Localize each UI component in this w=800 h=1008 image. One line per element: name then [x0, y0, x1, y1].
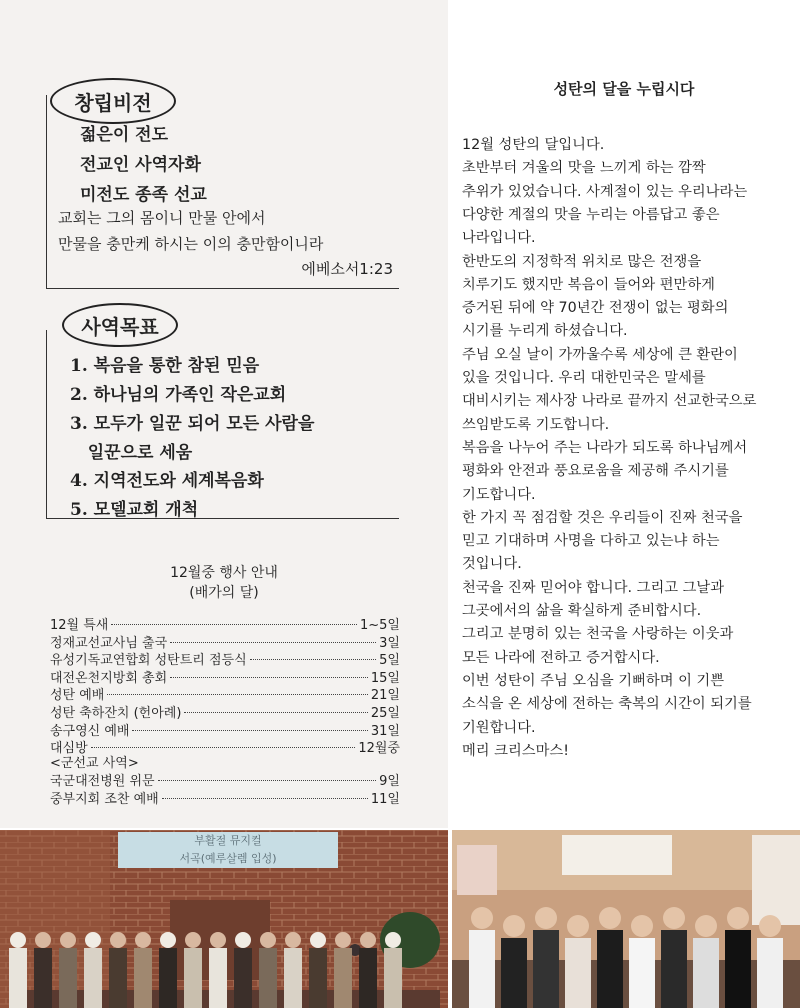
schedule-event-name: 대심방: [50, 741, 88, 757]
person-head: [727, 907, 749, 929]
person-head: [567, 915, 589, 937]
person-figure: [159, 948, 177, 1008]
article-line: 믿고 기대하며 사명을 다하고 있는냐 하는: [462, 533, 720, 550]
person-figure: [725, 930, 751, 1008]
person-figure: [259, 948, 277, 1008]
article-line: 다양한 계절의 맛을 누리는 아름답고 좋은: [462, 206, 720, 223]
article-line: 대비시키는 제사장 나라로 끝까지 선교한국으로: [462, 393, 757, 410]
verse-reference: 에베소서1:23: [301, 260, 393, 278]
person-figure: [209, 948, 227, 1008]
military-header: <군선교 사역>: [50, 756, 139, 771]
article-line: 평화와 안전과 풍요로움을 제공해 주시기를: [462, 463, 729, 480]
article-line: 한 가지 꼭 점검할 것은 우리들이 진짜 천국을: [462, 509, 743, 526]
banner-line-2: 서곡(예루살렘 입성): [179, 852, 277, 865]
person-figure: [134, 948, 152, 1008]
person-figure: [34, 948, 52, 1008]
person-head: [210, 932, 226, 948]
article-line: 한반도의 지정학적 위치로 많은 전쟁을: [462, 253, 702, 270]
goal-item-4: 4. 지역전도와 세계복음화: [70, 471, 264, 491]
person-figure: [334, 948, 352, 1008]
schedule-event-row: [50, 720, 400, 737]
person-figure: [184, 948, 202, 1008]
military-event-name: 중부지회 조찬 예배: [50, 792, 159, 807]
article-line: 복음을 나누어 주는 나라가 되도록 하나님께서: [462, 439, 748, 456]
leader-dots: [170, 677, 368, 678]
vision-item-2: 전교인 사역자화: [80, 155, 201, 175]
article-line: 시기를 누리게 하셨습니다.: [462, 323, 628, 340]
photo-musical: [0, 830, 448, 1008]
person-figure: [284, 948, 302, 1008]
person-head: [35, 932, 51, 948]
person-figure: [59, 948, 77, 1008]
person-figure: [757, 938, 783, 1008]
leader-dots: [107, 694, 368, 695]
person-head: [185, 932, 201, 948]
person-head: [85, 932, 101, 948]
article-line: 그리고 분명히 있는 천국을 사랑하는 이웃과: [462, 626, 734, 643]
military-event-row: [50, 770, 400, 787]
vision-item-3: 미전도 종족 선교: [80, 185, 207, 205]
leader-dots: [250, 659, 377, 660]
group-photo-image: [452, 830, 800, 1008]
person-head: [335, 932, 351, 948]
article-line: 주님 오실 날이 가까울수록 세상에 큰 환란이: [462, 346, 738, 363]
schedule-event-name: 정재교선교사님 출국: [50, 635, 168, 651]
goal-item-3: 3. 모두가 일꾼 되어 모든 사람을: [70, 414, 315, 434]
leader-dots: [158, 780, 377, 781]
schedule-event-date: 21일: [370, 688, 400, 704]
military-event-name: 국군대전병원 위문: [50, 774, 155, 789]
military-event-date: 9일: [379, 774, 400, 789]
article-line: 초반부터 겨울의 맛을 느끼게 하는 깜짝: [462, 160, 706, 177]
person-head: [10, 932, 26, 948]
article-line: 메리 크리스마스!: [462, 742, 569, 759]
person-head: [110, 932, 126, 948]
goal-item-2: 2. 하나님의 가족인 작은교회: [70, 385, 287, 405]
person-figure: [661, 930, 687, 1008]
vision-item-1: 젊은이 전도: [80, 125, 169, 145]
person-head: [310, 932, 326, 948]
person-figure: [597, 930, 623, 1008]
schedule-event-date: 3일: [379, 635, 400, 651]
person-head: [135, 932, 151, 948]
person-head: [285, 932, 301, 948]
schedule-event-date: 1~5일: [360, 618, 400, 633]
person-figure: [469, 930, 495, 1008]
person-head: [535, 907, 557, 929]
goals-title: 사역목표: [62, 303, 178, 347]
article-line: 이번 성탄이 주님 오심을 기뻐하며 이 기쁜: [462, 672, 725, 689]
person-head: [385, 932, 401, 948]
person-figure: [109, 948, 127, 1008]
schedule-event-date: 15일: [370, 670, 400, 686]
person-head: [663, 907, 685, 929]
article-line: 있을 것입니다. 우리 대한민국은 말세를: [462, 370, 706, 386]
person-figure: [693, 938, 719, 1008]
schedule-event-row: [50, 632, 400, 649]
person-figure: [309, 948, 327, 1008]
person-figure: [9, 948, 27, 1008]
article-line: 천국을 진짜 믿어야 합니다. 그리고 그날과: [462, 579, 725, 596]
leader-dots: [111, 624, 357, 625]
schedule-event-row: [50, 649, 400, 669]
person-figure: [501, 938, 527, 1008]
schedule-title: 12월중 행사 안내: [170, 565, 278, 581]
article-line: 추위가 있었습니다. 사계절이 있는 우리나라는: [462, 183, 748, 200]
leader-dots: [170, 642, 376, 643]
schedule-event-date: 25일: [370, 706, 400, 721]
person-head: [599, 907, 621, 929]
schedule-event-name: 성탄 예배: [50, 688, 105, 704]
article-line: 증거된 뒤에 약 70년간 전쟁이 없는 평화의: [462, 300, 729, 317]
schedule-event-row: [50, 614, 400, 631]
schedule-event-row: [50, 702, 400, 719]
person-figure: [384, 948, 402, 1008]
schedule-event-row: [50, 667, 400, 684]
schedule-event-name: 유성기독교연합회 성탄트리 점등식: [50, 653, 247, 669]
schedule-event-name: 성탄 축하잔치 (헌아례): [50, 706, 182, 721]
military-event-row: [50, 788, 400, 805]
military-event-date: 11일: [370, 792, 400, 807]
person-head: [160, 932, 176, 948]
banner-line-1: 부활절 뮤지컬: [194, 834, 262, 847]
article-line: 것입니다.: [462, 556, 522, 573]
person-head: [759, 915, 781, 937]
schedule-event-row: [50, 684, 400, 704]
person-head: [471, 907, 493, 929]
article-line: 12월 성탄의 달입니다.: [462, 137, 605, 153]
person-figure: [84, 948, 102, 1008]
article-line: 기도합니다.: [462, 486, 536, 503]
person-head: [503, 915, 525, 937]
vision-title: 창립비전: [50, 78, 176, 124]
verse-line-2: 만물을 충만케 하시는 이의 충만함이니라: [58, 235, 324, 253]
article-title: 성탄의 달을 누립시다: [553, 80, 695, 98]
goal-item-1: 1. 복음을 통한 참된 믿음: [70, 356, 260, 376]
person-figure: [565, 938, 591, 1008]
schedule-event-date: 5일: [379, 653, 400, 669]
schedule-subtitle: (배가의 달): [189, 585, 259, 601]
article-line: 치루기도 했지만 복음이 들어와 편만하게: [462, 276, 715, 293]
schedule-event-date: 12월중: [358, 741, 400, 757]
article-line: 나라입니다.: [462, 230, 536, 247]
leader-dots: [162, 798, 368, 799]
leader-dots: [132, 730, 367, 731]
article-line: 그곳에서의 삶을 확실하게 준비합시다.: [462, 603, 702, 619]
person-head: [631, 915, 653, 937]
person-figure: [533, 930, 559, 1008]
schedule-event-date: 31일: [370, 723, 400, 739]
article-line: 모든 나라에 전하고 증거합시다.: [462, 649, 660, 666]
person-figure: [629, 938, 655, 1008]
schedule-event-name: 12월 특새: [50, 618, 109, 633]
person-head: [360, 932, 376, 948]
schedule-event-name: 대전온천지방회 총회: [50, 670, 168, 686]
person-figure: [359, 948, 377, 1008]
left-panel: [0, 0, 448, 828]
article-line: 소식을 온 세상에 전하는 축복의 시간이 되기를: [462, 696, 752, 713]
leader-dots: [91, 747, 356, 748]
goal-item-3-cont: 일꾼으로 세움: [70, 443, 193, 463]
person-head: [235, 932, 251, 948]
goal-item-5: 5. 모델교회 개척: [70, 500, 199, 520]
right-panel: [448, 0, 800, 828]
article-line: 쓰임받도록 기도합니다.: [462, 416, 610, 433]
person-head: [60, 932, 76, 948]
person-head: [695, 915, 717, 937]
person-figure: [234, 948, 252, 1008]
person-head: [260, 932, 276, 948]
verse-line-1: 교회는 그의 몸이니 만물 안에서: [58, 209, 266, 227]
schedule-event-name: 송구영신 예배: [50, 723, 130, 739]
photo-graduation: [452, 830, 800, 1008]
article-line: 기원합니다.: [462, 719, 536, 736]
leader-dots: [184, 712, 367, 713]
